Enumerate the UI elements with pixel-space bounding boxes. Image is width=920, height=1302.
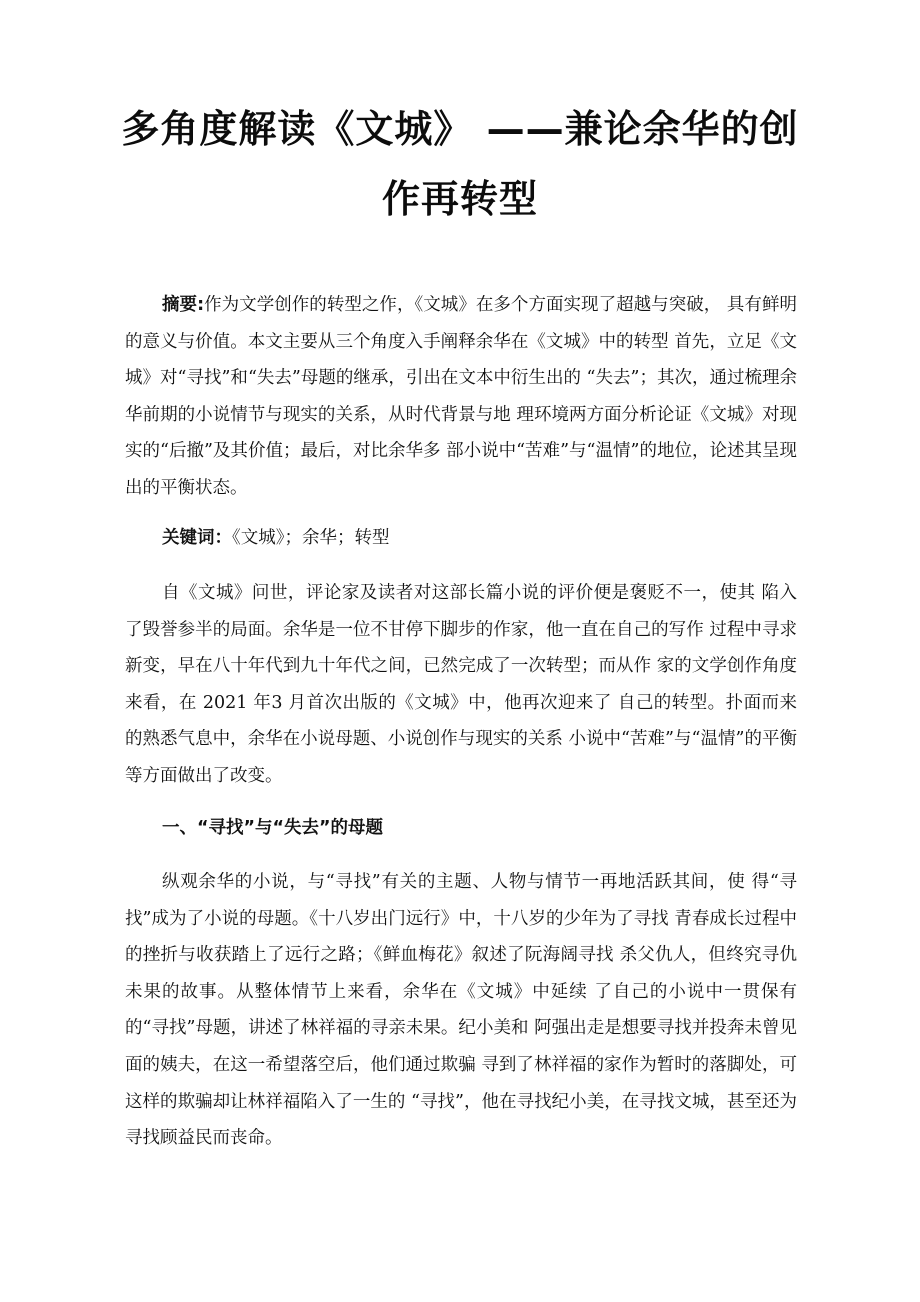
section-1-paragraph: 纵观余华的小说，与“寻找”有关的主题、人物与情节一再地活跃其间，使 得“寻找”成为了小说的母题。《十八岁出门远行》中，十八岁的少年为了寻找 青春成长过程中的挫折与收获踏上了远行之路；《鲜血梅花》叙述了阮海阔寻找 杀父仇人，但终究寻仇未果的故事。从整体情节上来看，余华在《文城》中延续 了自己的小说中一贯保有的“寻找”母题，讲述了林祥福的寻亲未果。纪小美和 阿强出走是想要寻找并投奔未曾见面的姨夫，在这一希望落空后，他们通过欺骗 寻到了林祥福的家作为暂时的落脚处，可这样的欺骗却让林祥福陷入了一生的 “寻找”，他在寻找纪小美，在寻找文城，甚至还为寻找顾益民而丧命。 (125, 872, 797, 1149)
abstract-label: 摘要: (162, 295, 205, 315)
keywords-paragraph (125, 520, 797, 557)
section-1-heading: 一、“寻找”与“失去”的母题 (162, 818, 384, 838)
keywords-label: 关键词： (162, 528, 232, 548)
abstract-text: 作为文学创作的转型之作，《文城》在多个方面实现了超越与突破， 具有鲜明的意义与价值。本文主要从三个角度入手阐释余华在《文城》中的转型 首先，立足《文城》对“寻找”和“失去”母题的继承，引出在文本中衍生出的 “失去”；其次，通过梳理余华前期的小说情节与现实的关系，从时代背景与地 理环境两方面分析论证《文城》对现实的“后撤”及其价值；最后，对比余华多 部小说中“苦难”与“温情”的地位，论述其呈现出的平衡状态。 (125, 295, 797, 498)
paper-title (118, 94, 802, 234)
title-line-2: 作再转型 (381, 177, 538, 221)
abstract-paragraph (125, 287, 797, 507)
title-line-1: 多角度解读《文城》 ——兼论余华的创 (121, 107, 799, 151)
intro-paragraph: 自《文城》问世，评论家及读者对这部长篇小说的评价便是褒贬不一，使其 陷入了毁誉参半的局面。余华是一位不甘停下脚步的作家，他一直在自己的写作 过程中寻求新变，早在八十年代到九十年代之间，已然完成了一次转型；而从作 家的文学创作角度来看，在 2021 年3 月首次出版的《文城》中，他再次迎来了 自己的转型。扑面而来的熟悉气息中，余华在小说母题、小说创作与现实的关系 小说中“苦难”与“温情”的平衡等方面做出了改变。 (125, 583, 797, 786)
keywords-text: 《文城》；余华；转型 (232, 528, 390, 548)
